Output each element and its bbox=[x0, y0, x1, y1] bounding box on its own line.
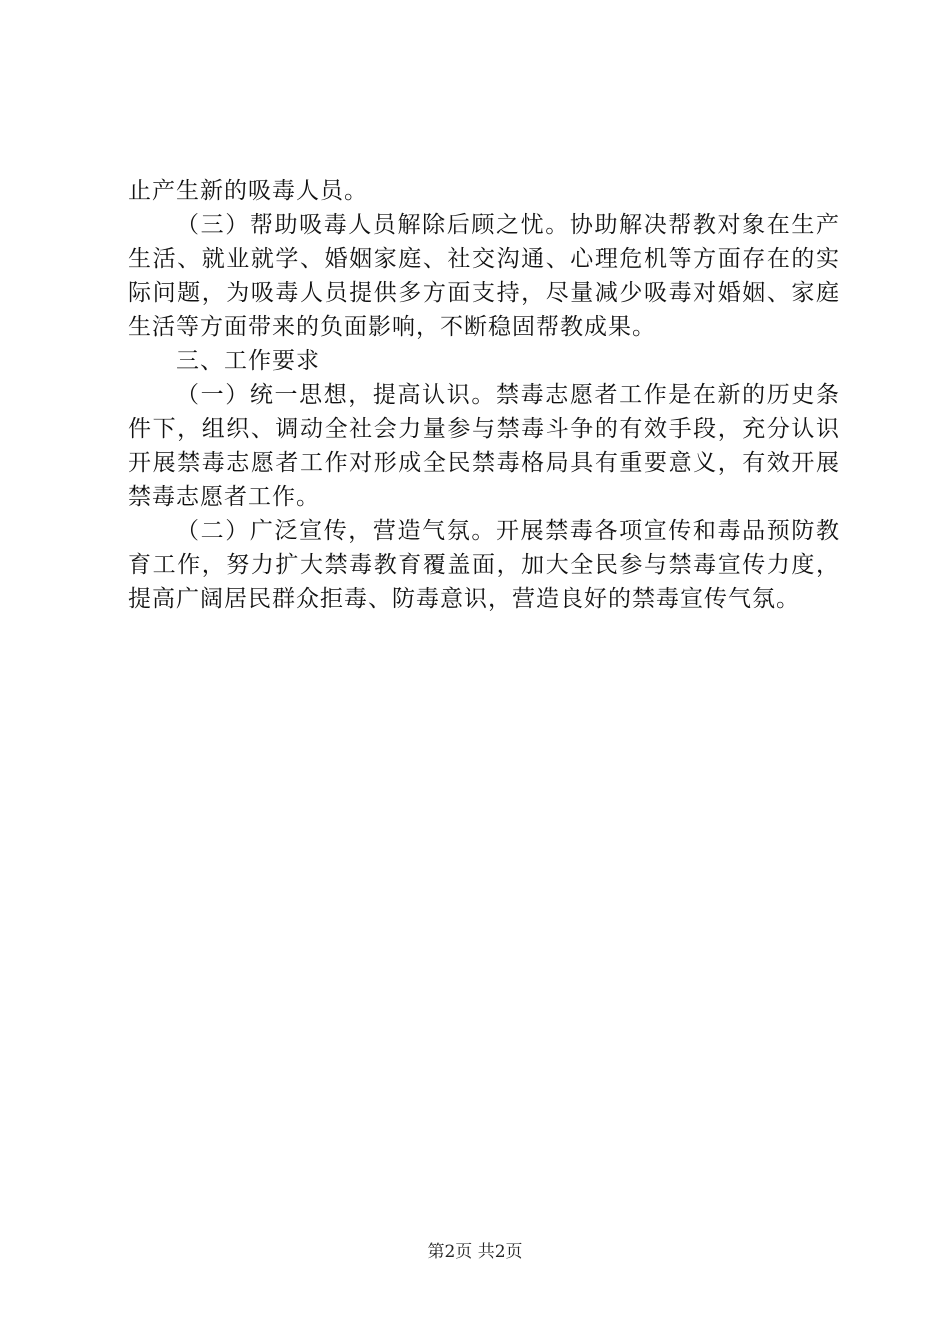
document-body bbox=[128, 174, 840, 616]
paragraph-item-one: （一）统一思想，提高认识。禁毒志愿者工作是在新的历史条件下，组织、调动全社会力量参与禁毒斗争的有效手段，充分认识开展禁毒志愿者工作对形成全民禁毒格局具有重要意义，有效开展禁毒志愿者工作。 bbox=[128, 382, 840, 510]
section-heading-work-requirements: 三、工作要求 bbox=[176, 348, 320, 374]
paragraph-item-three: （三）帮助吸毒人员解除后顾之忧。协助解决帮教对象在生产生活、就业就学、婚姻家庭、社交沟通、心理危机等方面存在的实际问题，为吸毒人员提供多方面支持，尽量减少吸毒对婚姻、家庭生活等方面带来的负面影响，不断稳固帮教成果。 bbox=[128, 212, 840, 340]
paragraph-item-two: （二）广泛宣传，营造气氛。开展禁毒各项宣传和毒品预防教育工作，努力扩大禁毒教育覆盖面，加大全民参与禁毒宣传力度，提高广阔居民群众拒毒、防毒意识，营造良好的禁毒宣传气氛。 bbox=[128, 518, 840, 612]
paragraph-continuation: 止产生新的吸毒人员。 bbox=[128, 178, 368, 204]
page-footer: 第2页 共2页 bbox=[427, 1242, 523, 1262]
